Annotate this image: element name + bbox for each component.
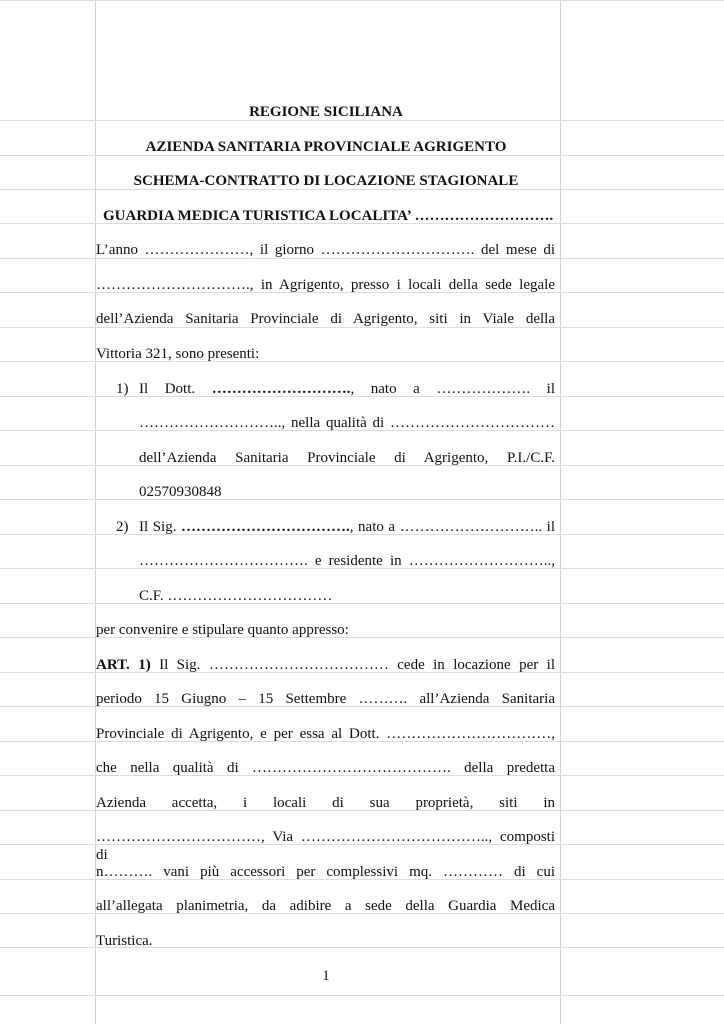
art1-line1: Il Sig. ……………………………… cede in locazione per il [150, 657, 555, 673]
intro-line: …………………………., in Agrigento, presso i locali della sede legale [96, 277, 555, 293]
art1-line: Provinciale di Agrigento, e per essa al Dott. ……………………………, [96, 726, 555, 742]
item1-line1-post: , nato a ………………. il [350, 381, 555, 397]
item1-line: ……………………….., nella qualità di …………………………… [139, 415, 555, 431]
item2-line [139, 518, 555, 536]
item2-line: C.F. …………………………… [139, 588, 333, 604]
item1-line1-bold: ………………………. [211, 381, 351, 397]
item1-line: 02570930848 [139, 484, 222, 500]
art1-line: che nella qualità di …………………………………. della predetta [96, 760, 555, 776]
art1-line: ……………………………, Via ……………………………….., composti di [96, 829, 555, 863]
art1-line: periodo 15 Giugno – 15 Settembre ………. all’Azienda Sanitaria [96, 691, 555, 707]
item2-number: 2) [116, 519, 129, 535]
heading-agency: AZIENDA SANITARIA PROVINCIALE AGRIGENTO [145, 139, 507, 155]
art1-label: ART. 1) [96, 657, 151, 673]
item2-line1-pre: Il Sig. [139, 519, 182, 535]
item2-line1-bold: ……………………………. [181, 519, 350, 535]
art1-line: n………. vani più accessori per complessivi mq. ………… di cui [96, 864, 555, 880]
art1-line: Azienda accetta, i locali di sua proprietà, siti in [96, 795, 555, 811]
intro-line: Vittoria 321, sono presenti: [96, 346, 260, 362]
art1-line: Turistica. [96, 933, 153, 949]
rule-line [0, 499, 724, 500]
rule-line [0, 995, 724, 996]
rule-line [0, 0, 724, 1]
heading-region: REGIONE SICILIANA [249, 104, 403, 120]
item2-line1-post: , nato a ……………………….. il [349, 519, 555, 535]
item2-line: ……………………………. e residente in ……………………….., [139, 553, 555, 569]
item1-number: 1) [116, 381, 129, 397]
art1-line [96, 656, 555, 674]
item1-line1-pre: Il Dott. [139, 381, 212, 397]
margin-line-right [560, 0, 561, 1024]
item1-line: dell’Azienda Sanitaria Provinciale di Agrigento, P.I./C.F. [139, 450, 555, 466]
art1-line: all’allegata planimetria, da adibire a sede della Guardia Medica [96, 898, 555, 914]
heading-contract-title: SCHEMA-CONTRATTO DI LOCAZIONE STAGIONALE [133, 173, 519, 189]
rule-line [0, 603, 724, 604]
convene-line: per convenire e stipulare quanto appresso: [96, 622, 349, 638]
page-number: 1 [322, 968, 330, 984]
intro-line: L’anno …………………, il giorno …………………………. del mese di [96, 242, 555, 258]
item1-line [139, 380, 555, 398]
heading-locality: GUARDIA MEDICA TURISTICA LOCALITA’ ………………………. [103, 208, 554, 224]
intro-line: dell’Azienda Sanitaria Provinciale di Agrigento, siti in Viale della [96, 311, 555, 327]
